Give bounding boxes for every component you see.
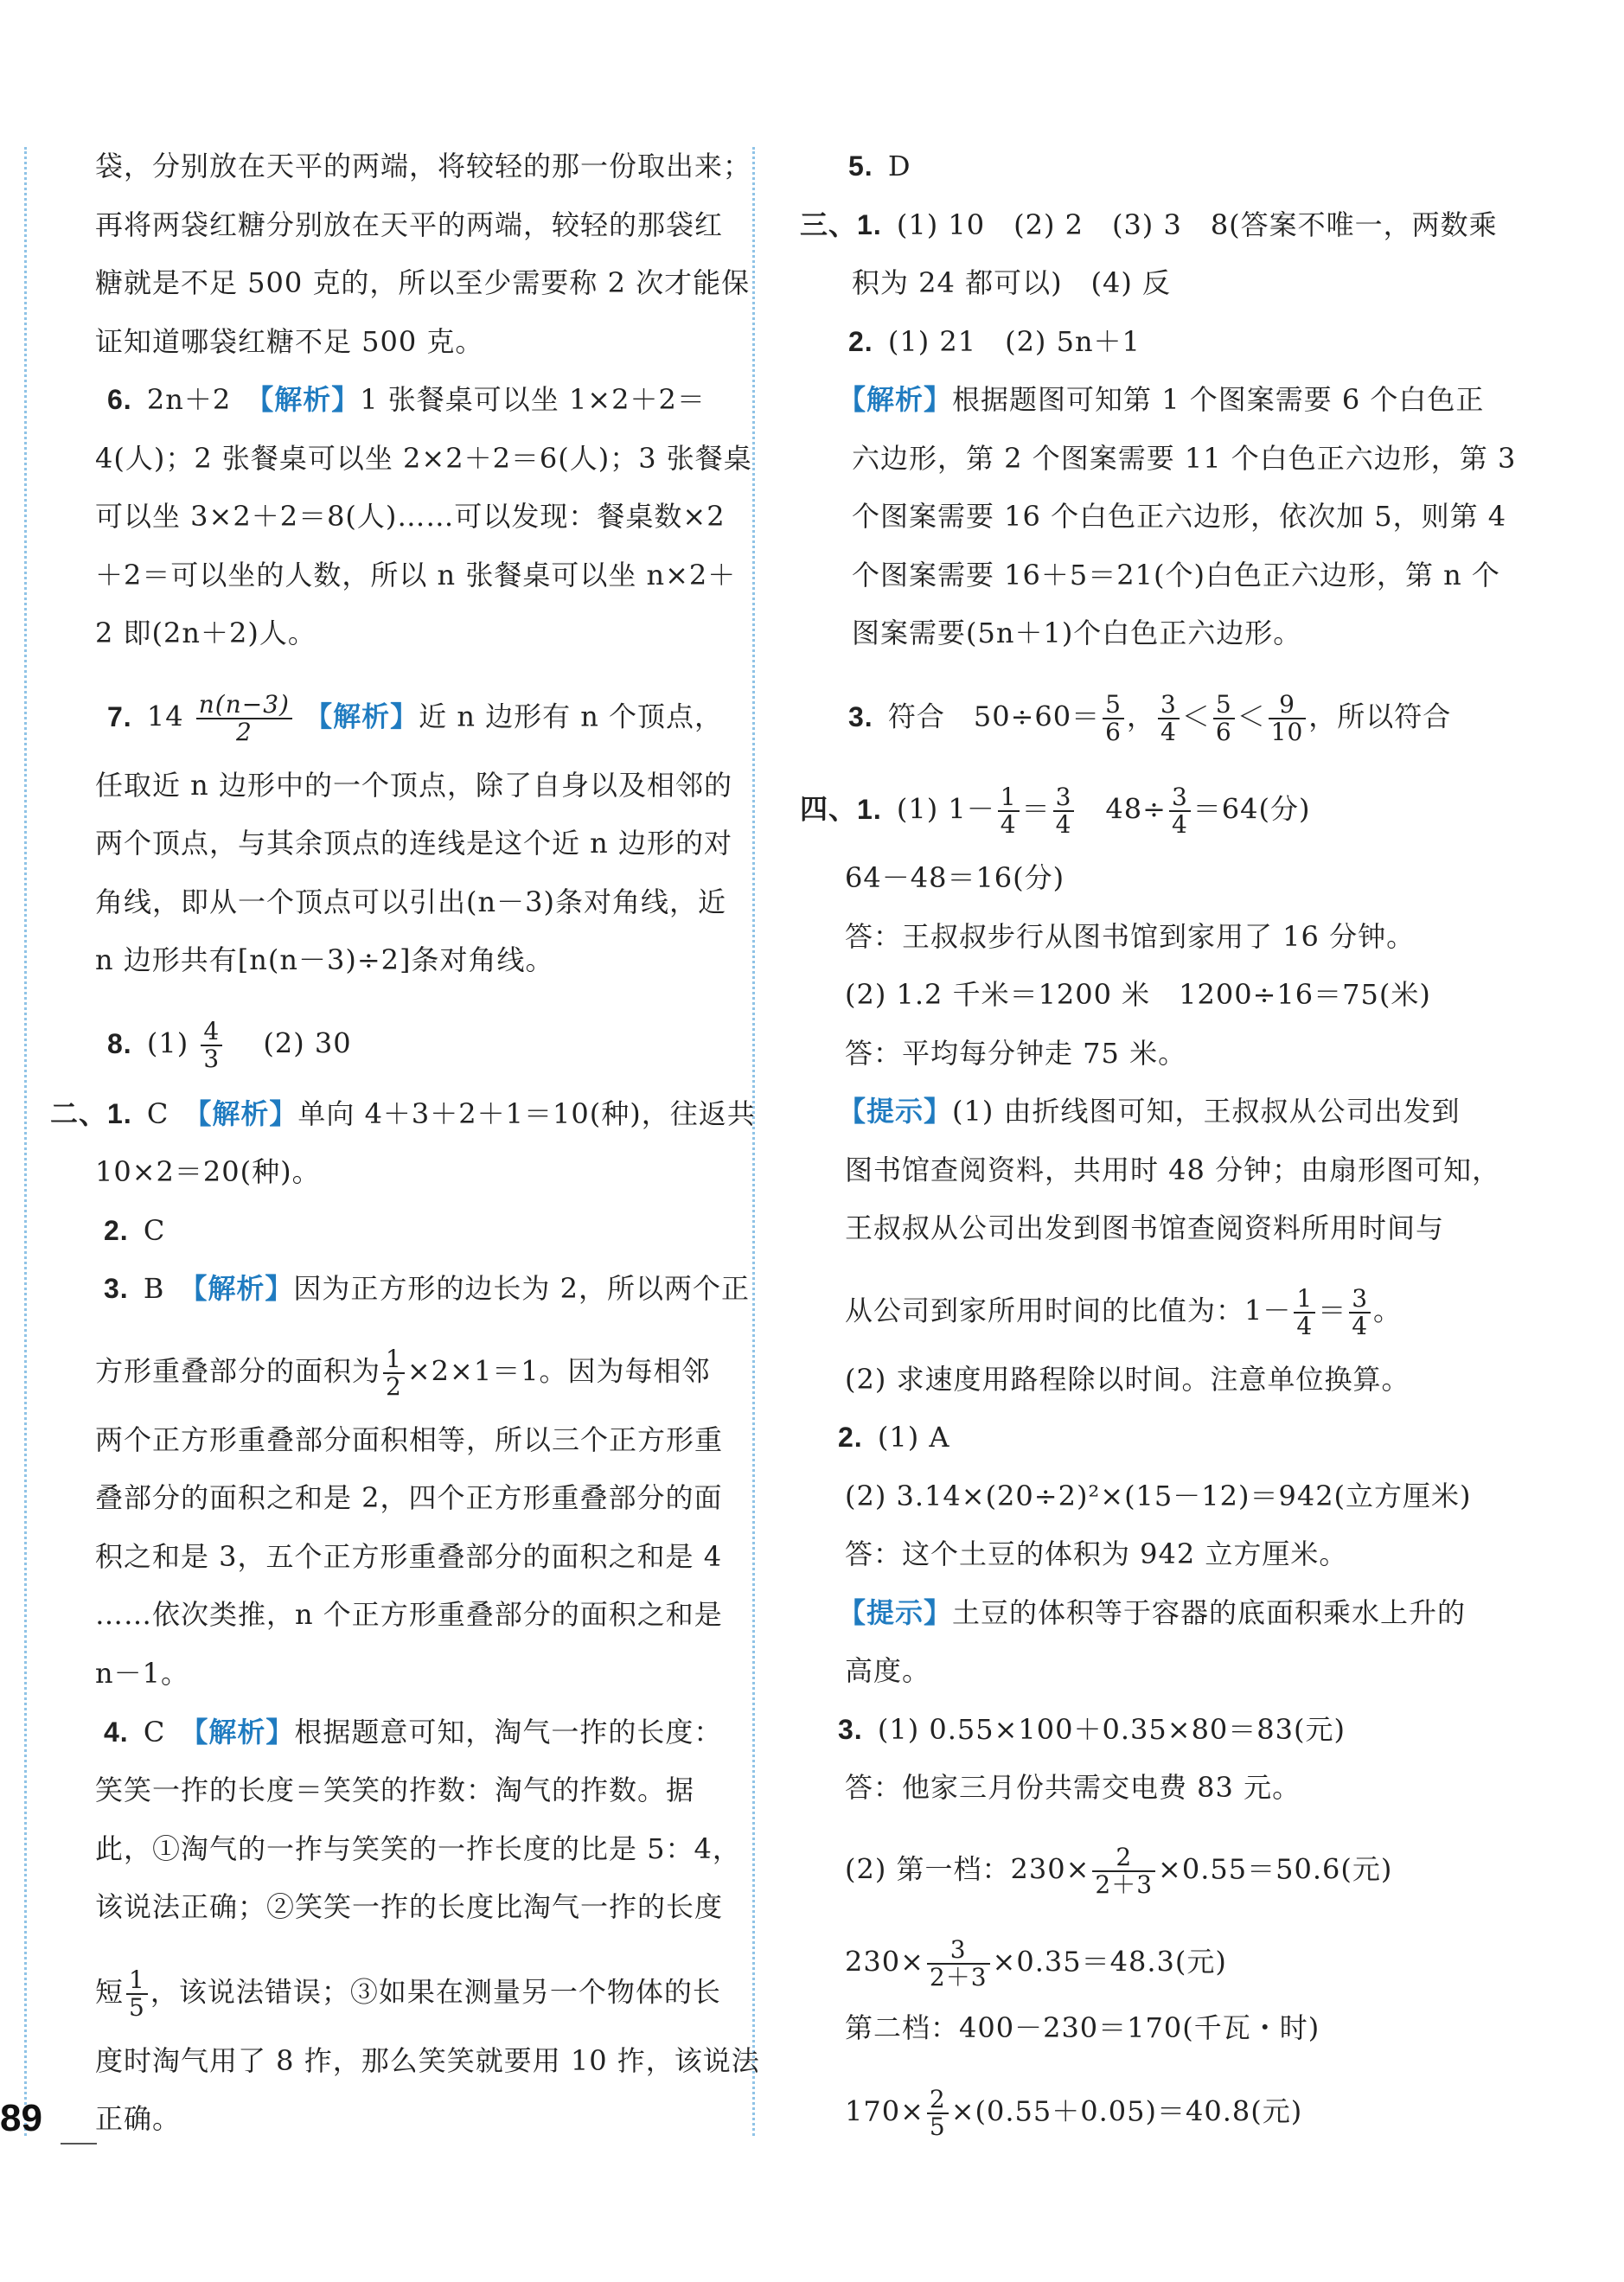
text-line: 叠部分的面积之和是 2，四个正方形重叠部分的面 — [95, 1481, 723, 1514]
text-line: 高度。 — [845, 1654, 931, 1687]
text-line: 六边形，第 2 个图案需要 11 个白色正六边形，第 3 — [852, 442, 1517, 475]
question-number: 1. — [107, 1098, 132, 1129]
section-4-question-2: 2. (1) A — [838, 1421, 950, 1454]
text-line: 从公司到家所用时间的比值为：1－ $\frac{1}{4}$ ＝ $\frac{3}{4}$ 。 — [845, 1284, 1403, 1340]
text-line: (2) 1.2 千米＝1200 米 1200÷16＝75(米) — [845, 978, 1431, 1011]
text-line: 两个顶点，与其余顶点的连线是这个近 n 边形的对 — [95, 827, 732, 860]
answer: 2n＋2 — [146, 383, 232, 416]
left-margin-dots — [24, 147, 27, 2136]
text-line: 角线，即从一个顶点可以引出(n－3)条对角线，近 — [95, 885, 726, 918]
section-label: 二、 — [50, 1097, 108, 1130]
answer: C — [143, 1214, 166, 1247]
fraction: $\frac{4}{3}$ — [201, 1019, 222, 1072]
section-label: 四、 — [800, 792, 858, 826]
fraction: $\frac{5}{6}$ — [1213, 692, 1235, 745]
section-3-question-1 — [800, 208, 1498, 242]
question-number: 2. — [838, 1422, 863, 1453]
answer: C — [146, 1097, 169, 1130]
text: 因为正方形的边长为 2，所以两个正 — [293, 1272, 750, 1305]
question-5 — [848, 149, 1483, 183]
text-line: 230× $\frac{3}{2+3}$ ×0.35＝48.3(元) — [845, 1935, 1227, 1991]
fraction: $\frac{1}{5}$ — [126, 1967, 148, 2021]
text-line: 短 $\frac{1}{5}$ ，该说法错误；③如果在测量另一个物体的长 — [95, 1966, 721, 2022]
section-3-question-2 — [848, 324, 1483, 359]
text-line: 再将两袋红糖分别放在天平的两端，较轻的那袋红 — [95, 208, 724, 241]
fraction: $\frac{n(n-3)}{2}$ — [196, 692, 292, 745]
column-divider — [752, 147, 755, 2136]
text-line: 2 即(2n＋2)人。 — [95, 617, 316, 649]
question-number: 1. — [857, 793, 882, 825]
analysis-tag: 【解析】 — [197, 1097, 298, 1130]
section-2-question-1 — [50, 1096, 756, 1131]
question-number: 7. — [107, 700, 132, 732]
question-number: 2. — [848, 326, 873, 357]
text-line: 第二档：400－230＝170(千瓦・时) — [845, 2011, 1320, 2044]
text: 1 张餐桌可以坐 1×2＋2＝ — [360, 383, 706, 416]
fraction: $\frac{1}{4}$ — [1294, 1286, 1315, 1339]
text-line: 64－48＝16(分) — [845, 861, 1065, 894]
text-line: 答：他家三月份共需交电费 83 元。 — [845, 1771, 1301, 1804]
page-number-rule — [61, 2143, 97, 2145]
analysis-tag: 【解析】 — [259, 383, 361, 416]
fraction: $\frac{3}{4}$ — [1053, 784, 1075, 838]
text-line: 【提示】土豆的体积等于容器的底面积乘水上升的 — [838, 1596, 1467, 1629]
section-3-question-3: 3. 符合 50÷60＝ $\frac{5}{6}$ ， $\frac{3}{4}$ ＜ $\frac{5}{6}$ ＜ $\frac{9}{10}$ ，所以符合 — [848, 690, 1452, 746]
text-line: 可以坐 3×2＋2＝8(人)……可以发现：餐桌数×2 — [95, 500, 726, 533]
hint-tag: 【提示】 — [838, 1596, 953, 1629]
page-number: 89 — [0, 2097, 42, 2139]
section-2-question-4 — [104, 1715, 739, 1749]
hint-tag: 【提示】 — [838, 1095, 953, 1128]
text: 根据题意可知，淘气一拃的长度： — [294, 1716, 723, 1748]
fraction: $\frac{3}{2+3}$ — [927, 1937, 990, 1991]
question-number: 3. — [838, 1714, 863, 1745]
text-line: ……依次类推，n 个正方形重叠部分的面积之和是 — [95, 1598, 723, 1631]
fraction: $\frac{3}{4}$ — [1349, 1286, 1371, 1339]
section-2-question-3 — [104, 1271, 750, 1306]
text: 单向 4＋3＋2＋1＝10(种)，往返共 — [297, 1097, 756, 1130]
text-line: 答：这个土豆的体积为 942 立方厘米。 — [845, 1537, 1348, 1570]
analysis-tag: 【解析】 — [838, 383, 953, 416]
fraction: $\frac{3}{4}$ — [1169, 784, 1191, 838]
analysis-tag: 【解析】 — [194, 1716, 295, 1748]
text-line: 任取近 n 边形中的一个顶点，除了自身以及相邻的 — [95, 769, 732, 802]
question-number: 6. — [107, 384, 132, 415]
question-number: 2. — [104, 1215, 129, 1246]
section-2-question-2 — [104, 1213, 739, 1248]
text-line: 笑笑一拃的长度＝笑笑的拃数：淘气的拃数。据 — [95, 1774, 695, 1806]
question-number: 3. — [848, 700, 873, 732]
section-4-question-3: 3. (1) 0.55×100＋0.35×80＝83(元) — [838, 1713, 1346, 1746]
text-line: 个图案需要 16 个白色正六边形，依次加 5，则第 4 — [852, 500, 1507, 533]
text-line: 此，①淘气的一拃与笑笑的一拃长度的比是 5：4， — [95, 1832, 741, 1865]
section-label: 三、 — [800, 208, 858, 241]
text-line: 答：王叔叔步行从图书馆到家用了 16 分钟。 — [845, 920, 1416, 953]
text-line: 【提示】(1) 由折线图可知，王叔叔从公司出发到 — [838, 1095, 1461, 1128]
fraction: $\frac{1}{4}$ — [998, 784, 1020, 838]
text-line: 4(人)；2 张餐桌可以坐 2×2＋2＝6(人)；3 张餐桌 — [95, 442, 752, 475]
question-number: 8. — [107, 1027, 132, 1059]
text-line: 两个正方形重叠部分面积相等，所以三个正方形重 — [95, 1423, 724, 1456]
text-line: 图案需要(5n＋1)个白色正六边形。 — [852, 617, 1302, 649]
text-line: 度时淘气用了 8 拃，那么笑笑就要用 10 拃，该说法 — [95, 2044, 760, 2077]
analysis-tag: 【解析】 — [304, 700, 419, 733]
part: (2) 30 — [263, 1026, 352, 1060]
text-line: 170× $\frac{2}{5}$ ×(0.55＋0.05)＝40.8(元) — [845, 2085, 1303, 2141]
answer: B — [143, 1272, 165, 1305]
text-line: 积之和是 3，五个正方形重叠部分的面积之和是 4 — [95, 1540, 723, 1573]
text-line: 答：平均每分钟走 75 米。 — [845, 1037, 1187, 1070]
text-line: 10×2＝20(种)。 — [95, 1155, 321, 1188]
answer: C — [143, 1716, 166, 1748]
text: (1) 10 (2) 2 (3) 3 8(答案不唯一，两数乘 — [896, 208, 1498, 241]
text-line: 该说法正确；②笑笑一拃的长度比淘气一拃的长度 — [95, 1890, 724, 1923]
text-line: 积为 24 都可以) (4) 反 — [852, 266, 1172, 299]
text-line: (2) 3.14×(20÷2)²×(15－12)＝942(立方厘米) — [845, 1480, 1472, 1512]
fraction: $\frac{1}{2}$ — [383, 1346, 405, 1400]
text-line: n－1。 — [95, 1657, 189, 1690]
text-line: 王叔叔从公司出发到图书馆查阅资料所用时间与 — [845, 1211, 1445, 1244]
question-6 — [107, 382, 739, 417]
question-number: 4. — [104, 1716, 129, 1748]
text-line: 个图案需要 16＋5＝21(个)白色正六边形，第 n 个 — [852, 559, 1500, 591]
text-line: 袋，分别放在天平的两端，将较轻的那一份取出来； — [95, 150, 752, 182]
fraction: $\frac{5}{6}$ — [1103, 692, 1124, 745]
text-line: 【解析】根据题图可知第 1 个图案需要 6 个白色正 — [838, 383, 1485, 416]
text-line: (2) 第一档：230× $\frac{2}{2+3}$ ×0.55＝50.6(元) — [845, 1843, 1393, 1899]
question-8 — [107, 1019, 739, 1072]
question-7 — [107, 692, 739, 745]
text-line: 证知道哪袋红糖不足 500 克。 — [95, 325, 484, 358]
question-number: 3. — [104, 1273, 129, 1304]
answer: (1) 21 (2) 5n＋1 — [887, 325, 1141, 358]
fraction: $\frac{2}{2+3}$ — [1092, 1844, 1155, 1898]
text-line: (2) 求速度用路程除以时间。注意单位换算。 — [845, 1363, 1410, 1396]
question-number: 5. — [848, 150, 873, 182]
text-line: n 边形共有[n(n－3)÷2]条对角线。 — [95, 943, 554, 976]
text: 近 n 边形有 n 个顶点， — [419, 700, 724, 733]
part: (1) — [146, 1026, 189, 1060]
text-line: 方形重叠部分的面积为 $\frac{1}{2}$ ×2×1＝1。因为每相邻 — [95, 1345, 711, 1401]
fraction: $\frac{2}{5}$ — [927, 2087, 949, 2140]
text-line: ＋2＝可以坐的人数，所以 n 张餐桌可以坐 n×2＋ — [95, 559, 737, 591]
answer: D — [887, 150, 911, 182]
text-line: 正确。 — [95, 2102, 182, 2135]
text-line: 糖就是不足 500 克的，所以至少需要称 2 次才能保 — [95, 266, 751, 299]
question-number: 1. — [857, 209, 882, 240]
fraction: $\frac{3}{4}$ — [1158, 692, 1180, 745]
answer: 14 — [146, 700, 184, 733]
fraction: $\frac{9}{10}$ — [1269, 692, 1307, 745]
analysis-tag: 【解析】 — [193, 1272, 294, 1305]
text-line: 图书馆查阅资料，共用时 48 分钟；由扇形图可知， — [845, 1154, 1501, 1186]
section-4-question-1: 四、1. (1) 1－ $\frac{1}{4}$ ＝ $\frac{3}{4}$ 48÷ $\frac{3}{4}$ ＝64(分) — [800, 783, 1311, 839]
